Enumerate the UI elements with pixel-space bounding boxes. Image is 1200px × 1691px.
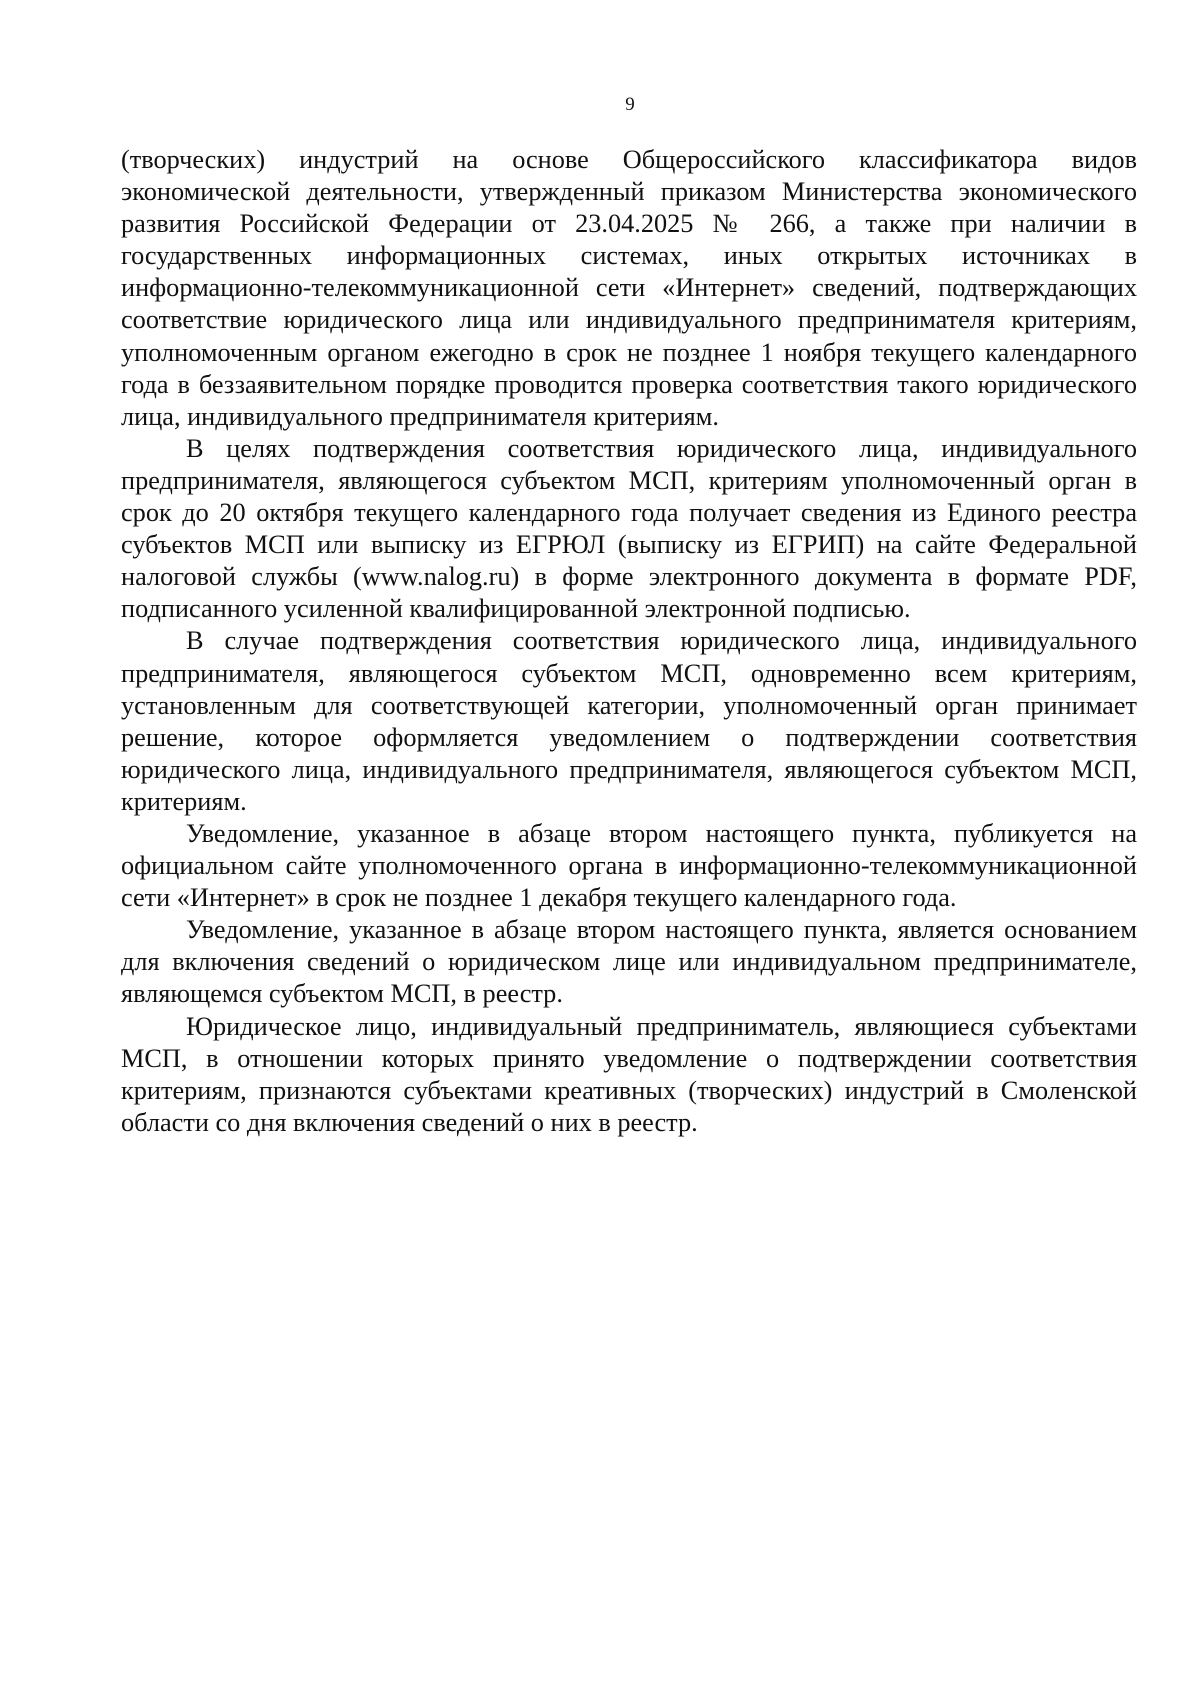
page-number: 9 — [625, 94, 635, 115]
paragraph-continuation: (творческих) индустрий на основе Общероссийского классификатора видов экономической деятельности, утвержденный приказом Министерства экономического развития Российской Федерации от 23.04.2025 № 266, а также при наличии в государственных информационных системах, иных открытых источниках в информационно-телекоммуникационной сети «Интернет» сведений, подтверждающих соответствие юридического лица или индивидуального предпринимателя критериям, уполномоченным органом ежегодно в срок не позднее 1 ноября текущего календарного года в беззаявительном порядке проводится проверка соответствия такого юридического лица, индивидуального предпринимателя критериям. — [121, 145, 1137, 431]
paragraph-registry-basis: Уведомление, указанное в абзаце втором настоящего пункта, является основанием для включения сведений о юридическом лице или индивидуальном предпринимателе, являющемся субъектом МСП, в реестр. — [121, 915, 1137, 1009]
document-body — [121, 144, 1137, 1139]
paragraph-publication: Уведомление, указанное в абзаце втором настоящего пункта, публикуется на официальном сайте уполномоченного органа в информационно-телекоммуникационной сети «Интернет» в срок не позднее 1 декабря текущего календарного года. — [121, 818, 1137, 913]
paragraph-recognition: Юридическое лицо, индивидуальный предприниматель, являющиеся субъектами МСП, в отношении которых принято уведомление о подтверждении соответствия критериям, признаются субъектами креативных (творческих) индустрий в Смоленской области со дня включения сведений о них в реестр. — [121, 1011, 1137, 1137]
paragraph-confirmation-request: В целях подтверждения соответствия юридического лица, индивидуального предпринимателя, являющегося субъектом МСП, критериям уполномоченный орган в срок до 20 октября текущего календарного года получает сведения из Единого реестра субъектов МСП или выписку из ЕГРЮЛ (выписку из ЕГРИП) на сайте Федеральной налоговой службы (www.nalog.ru) в форме электронного документа в формате PDF, подписанного усиленной квалифицированной электронной подписью. — [121, 433, 1137, 624]
paragraph-decision: В случае подтверждения соответствия юридического лица, индивидуального предпринимателя, являющегося субъектом МСП, одновременно всем критериям, установленным для соответствующей категории, уполномоченный орган принимает решение, которое оформляется уведомлением о подтверждении соответствия юридического лица, индивидуального предпринимателя, являющегося субъектом МСП, критериям. — [121, 626, 1137, 816]
